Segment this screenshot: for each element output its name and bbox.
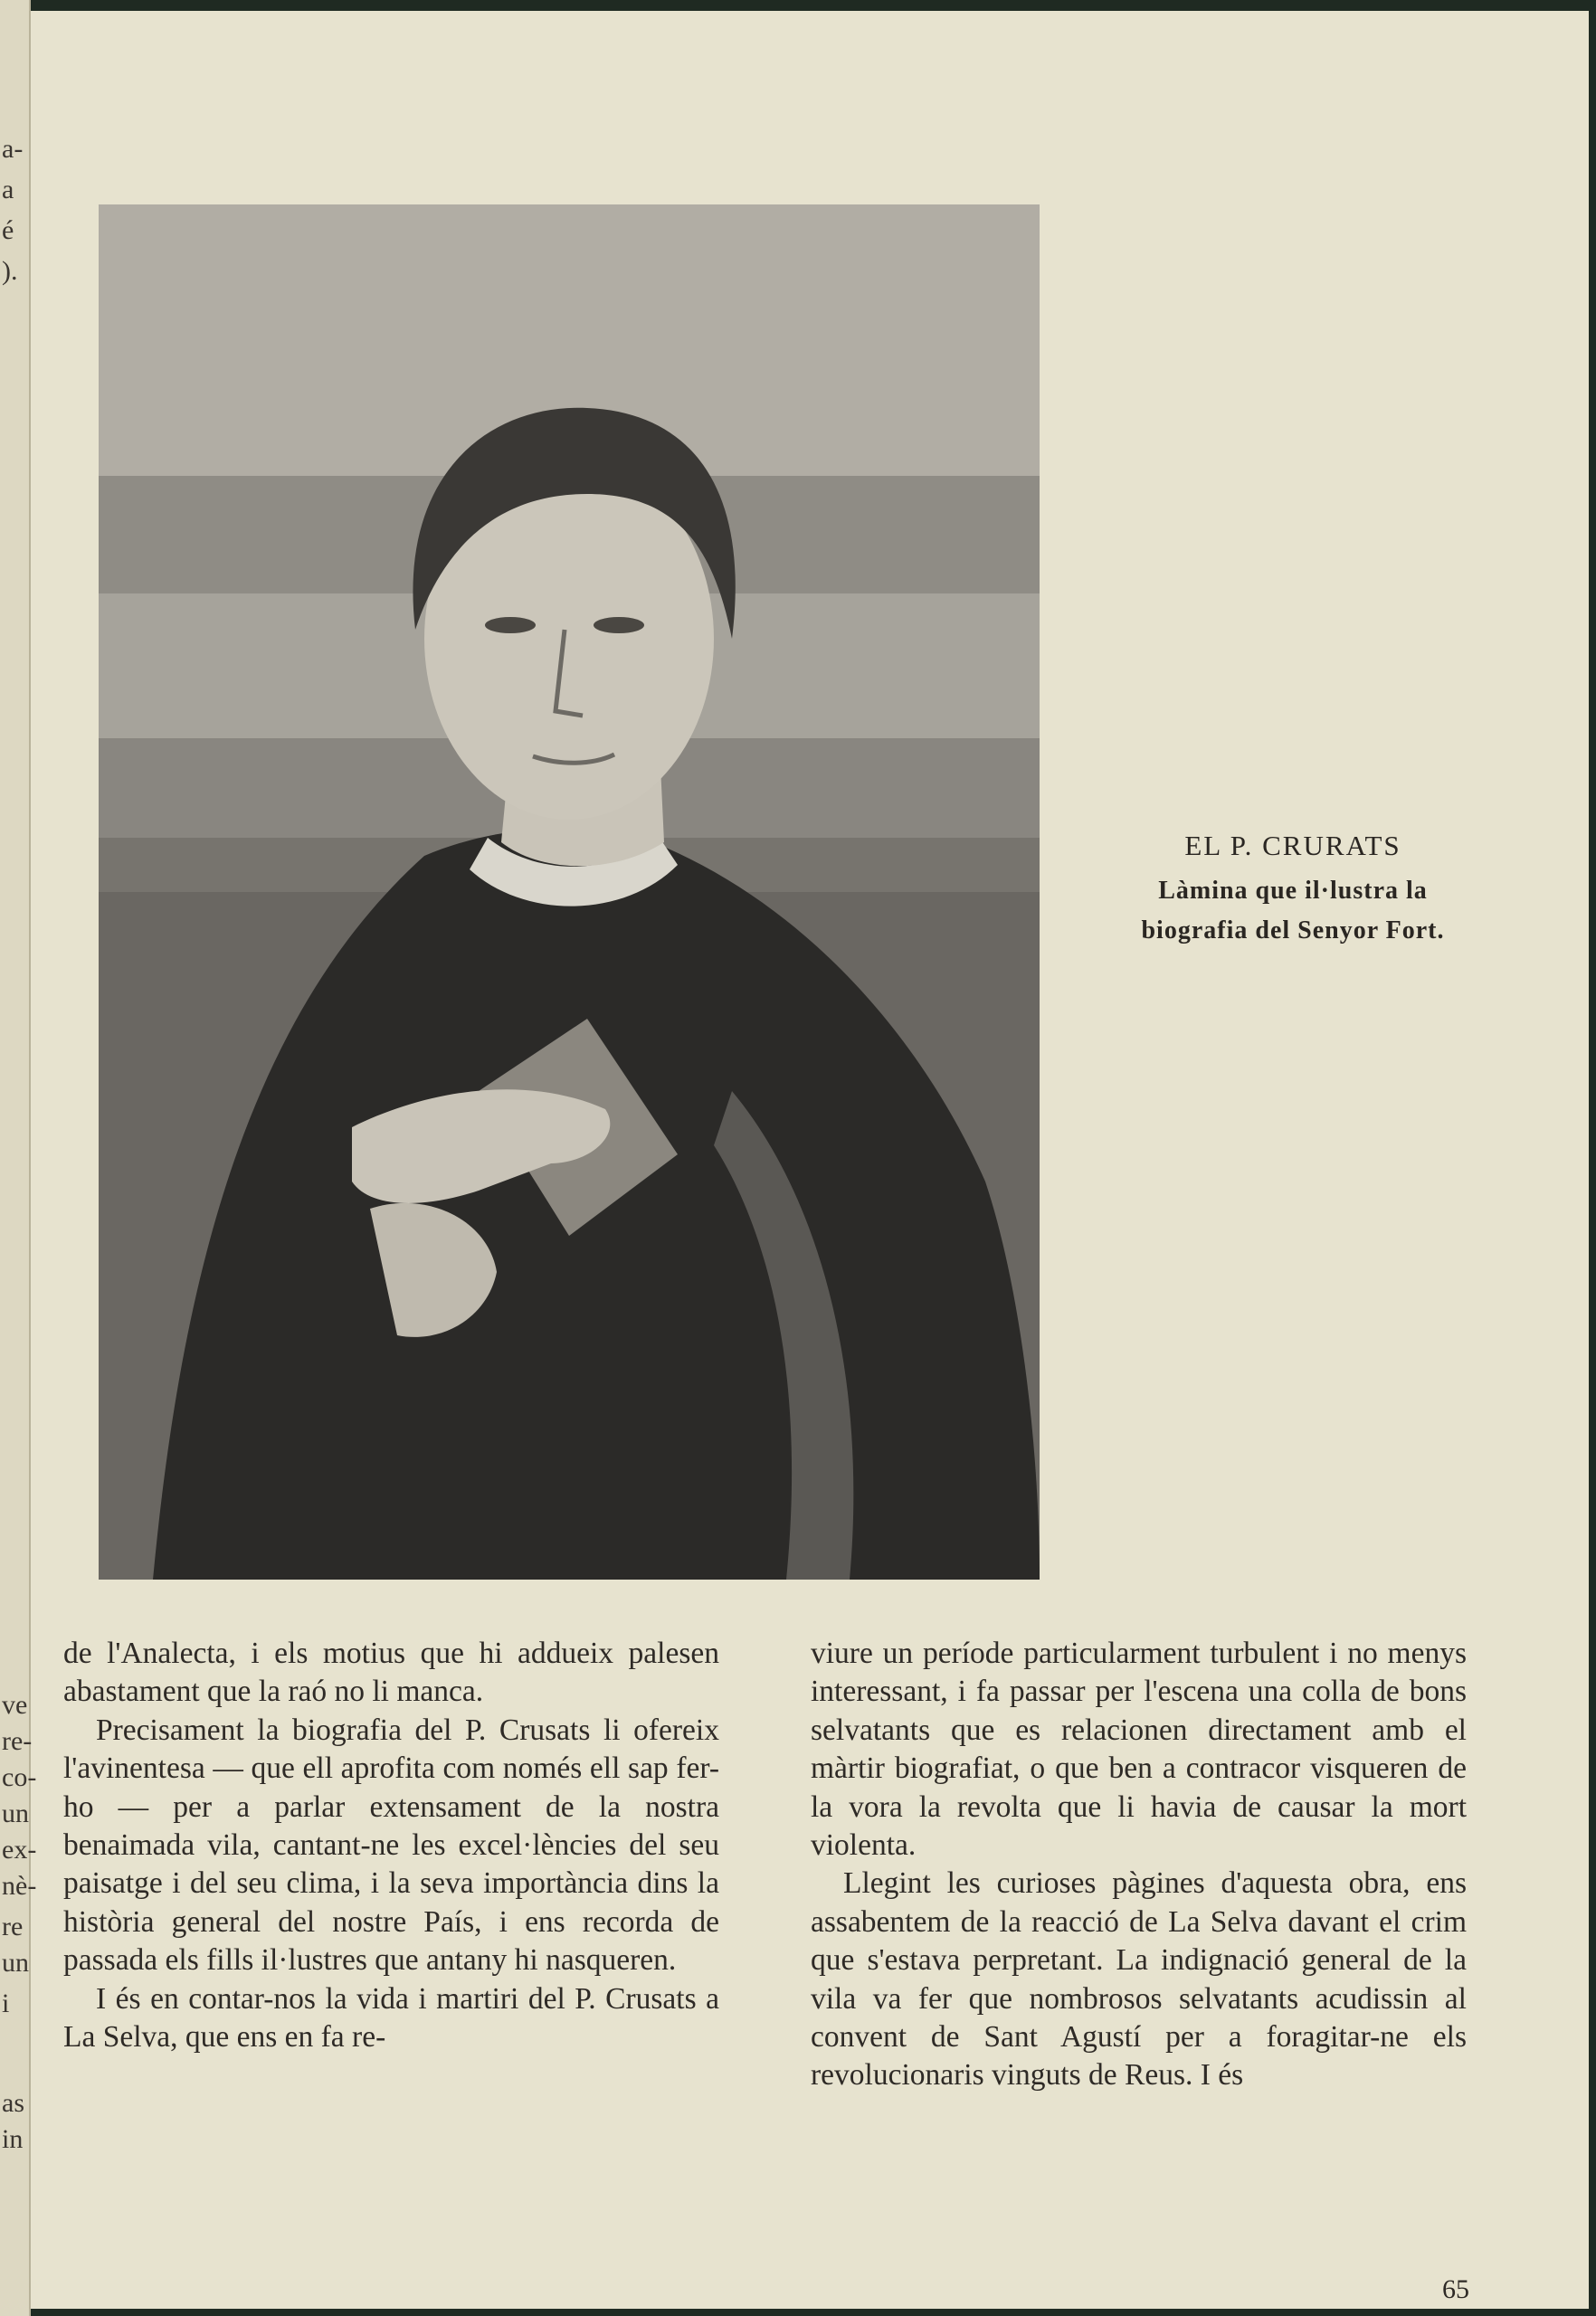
page-number: 65 — [1442, 2274, 1469, 2304]
paragraph: Precisament la biografia del P. Crusats li ofereix l'avinentesa — que ell aprofita com només ell sap fer-ho — per a parlar extensament de la nostra benaimada vila, cantant-ne les excel·lències del seu paisatge i del seu clima, i la seva importància dins la història general del nostre País, i ens recorda de passada els fills il·lustres que antany hi nasqueren. — [63, 1713, 719, 1978]
edge-fragment: ex- — [2, 1835, 37, 1865]
caption-line-1: Làmina que il·lustra la — [1158, 877, 1428, 905]
text-column-left — [63, 1635, 719, 2056]
paragraph: viure un període particularment turbulent i no menys interessant, i fa passar per l'escena una colla de bons selvatants que es relacionen directament amb el màrtir biografiat, o que ben a contracor visqueren de la vora la revolta que li havia de causar la mort violenta. — [811, 1637, 1467, 1863]
edge-fragment: a- — [2, 134, 24, 164]
edge-fragment: co- — [2, 1762, 37, 1792]
edge-fragment: a — [2, 175, 14, 204]
paragraph: I és en contar-nos la vida i martiri del P. Crusats a La Selva, que ens en fa re- — [63, 1981, 719, 2055]
previous-page-edge — [0, 0, 37, 2316]
edge-fragment: i — [2, 1989, 10, 2018]
edge-fragment: nè- — [2, 1871, 37, 1901]
illustration-caption — [1089, 830, 1496, 951]
edge-fragment: un — [2, 1799, 29, 1828]
portrait-engraving-priest-icon — [99, 204, 1040, 1580]
caption-title: EL P. CRURATS — [1184, 830, 1401, 861]
edge-fragment: re — [2, 1912, 24, 1941]
text-column-right — [811, 1635, 1467, 2095]
edge-fragment: é — [2, 215, 14, 245]
paragraph: Llegint les curioses pàgines d'aquesta obra, ens assabentem de la reacció de La Selva davant el crim que s'estava perpretant. La indignació general de la vila va fer que nombrosos selvatants acudissin al convent de Sant Agustí per a foragitar-ne els revolucionaris vinguts de Reus. I és — [811, 1866, 1467, 2093]
portrait-illustration — [99, 204, 1040, 1580]
magazine-page — [13, 11, 1589, 2309]
edge-fragment: ve — [2, 1690, 28, 1720]
edge-fragment: in — [2, 2124, 24, 2154]
edge-fragment: un — [2, 1948, 29, 1978]
edge-fragment: re- — [2, 1726, 33, 1756]
paragraph: de l'Analecta, i els motius que hi addueix palesen abastament que la raó no li manca. — [63, 1637, 719, 1709]
edge-fragment: as — [2, 2088, 24, 2118]
edge-fragment: ). — [2, 256, 18, 286]
caption-line-2: biografia del Senyor Fort. — [1141, 916, 1445, 944]
